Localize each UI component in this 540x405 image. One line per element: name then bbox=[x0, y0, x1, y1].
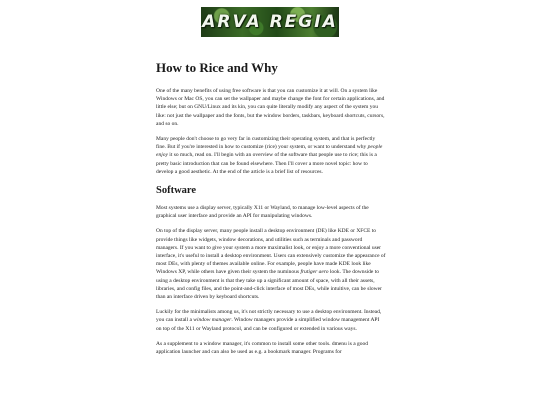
software-paragraph-4: As a supplement to a window manager, it's common to install some other tools. dmenu is a good application launcher and can also be used as e.g. a bookmark manager. Programs for bbox=[156, 340, 369, 356]
text-run: . Window managers provide a simplified window management API on top of the X11 or Wayland protocol, and can be configured or extended in various ways. bbox=[156, 317, 380, 332]
site-logo-text: ARVA REGIA bbox=[202, 12, 338, 32]
site-banner-logo[interactable] bbox=[201, 7, 339, 37]
window-manager-link[interactable]: window manager bbox=[193, 317, 232, 324]
text-run: look. The downside to using a desktop environment is that they take up a significant amount of space, with all their assets, libraries, and config files, and the point-and-click interface of most DEs, while intuitive, can be slower than an interface driven by keyboard shortcuts. bbox=[156, 269, 382, 301]
section-heading-software: Software bbox=[156, 185, 197, 197]
emphasis-text: people enjoy bbox=[156, 144, 383, 159]
text-run: it so much, read on. I'll begin with an overview of the software that people use to rice; this is a pretty basic introduction that can be found elsewhere. Then I'll cover a more novel topic: how to develop a good aesthetic. At the end of the article is a brief list of resources. bbox=[156, 152, 377, 175]
intro-paragraph-2 bbox=[156, 135, 386, 176]
text-run: Many people don't choose to go very far in customizing their operating system, and that is perfectly fine. But if you're interested in how to customize (rice) your system, or want to understand why bbox=[156, 136, 376, 151]
article-content bbox=[156, 60, 386, 363]
emphasis-text: frutiger aero bbox=[300, 269, 329, 276]
software-paragraph-3 bbox=[156, 308, 386, 333]
intro-paragraph-1: One of the many benefits of using free software is that you can customize it at will. On a system like Windows or Mac OS, you can set the wallpaper and maybe change the font for certain applications, and little else; but on GNU/Linux and its kin, you can quite literally modify any aspect of the system you like: not just the wallpaper and the fonts, but the window borders, taskbars, keyboard shortcuts, cursors, and so on. bbox=[156, 88, 385, 127]
text-run: Luckily for the minimalists among us, it's not strictly necessary to use a desktop environment. Instead, you can install a bbox=[156, 309, 382, 324]
text-run: On top of the display server, many people install a desktop environment (DE) like KDE or XFCE to provide things like widgets, window decorations, and utilities such as terminals and password managers. If you want to give your system a more maximalist look, or enjoy a more conventional user interface, it's useful to install a desktop environment. Users can extensively customize the appearance of most DEs, with plenty of themes available online. For example, people have made KDE look like Windows XP, while others have given their system the numinous bbox=[156, 228, 386, 276]
page-title: How to Rice and Why bbox=[156, 60, 278, 75]
software-paragraph-2 bbox=[156, 227, 386, 301]
software-paragraph-1: Most systems use a display server, typically X11 or Wayland, to manage low-level aspects of the graphical user interface and provide an API for manipulating windows. bbox=[156, 205, 369, 220]
